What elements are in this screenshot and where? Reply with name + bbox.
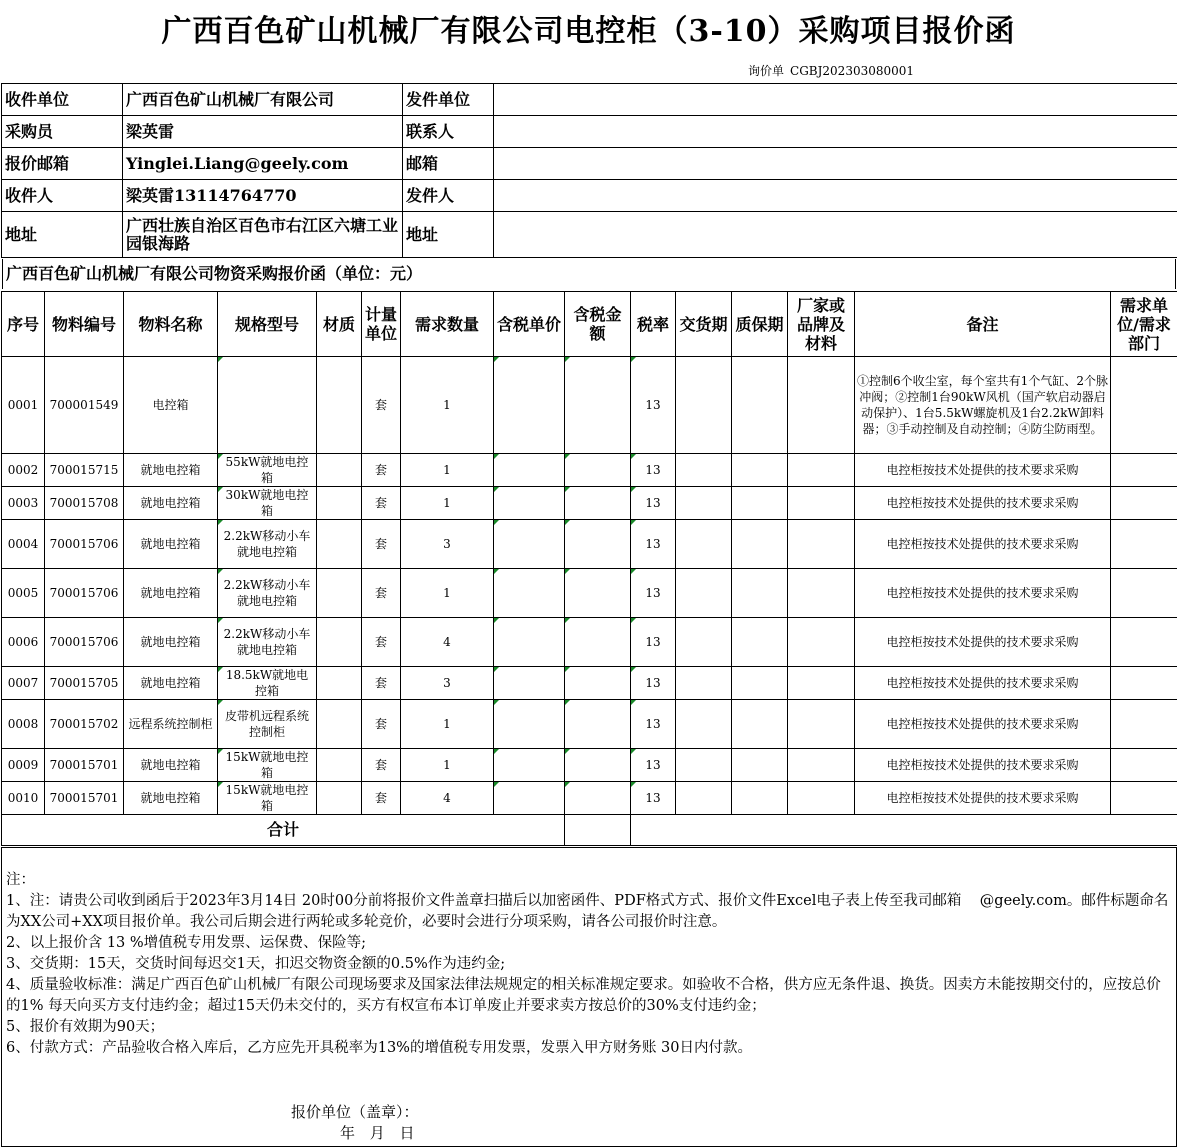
table-row [2,487,1177,520]
info-label: 地址 [2,212,123,258]
amount-cell[interactable] [565,667,631,700]
tax-cell: 13 [631,454,676,487]
qty-cell: 4 [401,618,494,667]
warranty-cell[interactable] [732,357,788,454]
delivery-cell[interactable] [676,520,732,569]
delivery-cell[interactable] [676,782,732,815]
delivery-cell[interactable] [676,667,732,700]
warranty-cell[interactable] [732,454,788,487]
qty-cell: 1 [401,454,494,487]
info-row [2,180,1177,212]
info-label: 联系人 [403,116,494,148]
table-row [2,618,1177,667]
price-cell[interactable] [494,618,565,667]
brand-cell[interactable] [788,782,855,815]
notes-section [1,847,1177,1147]
note-item: 6、付款方式：产品验收合格入库后，乙方应先开具税率为13%的增值税专用发票，发票入甲方财务账 30日内付款。 [6,1040,753,1056]
unit-cell: 套 [362,520,401,569]
table-row [2,520,1177,569]
amount-cell[interactable] [565,618,631,667]
info-value[interactable]: 广西百色矿山机械厂有限公司 [123,84,403,116]
remark-cell: 电控柜按技术处提供的技术要求采购 [855,749,1111,782]
column-header: 物料编号 [45,292,124,357]
name-cell: 远程系统控制柜 [124,700,218,749]
warranty-cell[interactable] [732,667,788,700]
dept-cell[interactable] [1111,749,1177,782]
name-cell: 就地电控箱 [124,487,218,520]
remark-cell: ①控制6个收尘室，每个室共有1个气缸、2个脉冲阀；②控制1台90kW风机（国产软启动器启动保护）、1台5.5kW螺旋机及1台2.2kW卸料器；③手动控制及自动控制；④防尘防雨型。 [855,357,1111,454]
brand-cell[interactable] [788,454,855,487]
price-cell[interactable] [494,454,565,487]
seq-cell: 0003 [2,487,45,520]
warranty-cell[interactable] [732,520,788,569]
remark-cell: 电控柜按技术处提供的技术要求采购 [855,487,1111,520]
tax-cell: 13 [631,618,676,667]
qty-cell: 1 [401,569,494,618]
unit-cell: 套 [362,454,401,487]
tax-cell: 13 [631,700,676,749]
amount-cell[interactable] [565,782,631,815]
tax-cell: 13 [631,749,676,782]
info-label: 发件单位 [403,84,494,116]
material-cell[interactable] [317,520,362,569]
remark-cell: 电控柜按技术处提供的技术要求采购 [855,782,1111,815]
tax-cell: 13 [631,487,676,520]
code-cell: 700015706 [45,569,124,618]
material-cell[interactable] [317,700,362,749]
material-cell[interactable] [317,618,362,667]
dept-cell[interactable] [1111,454,1177,487]
column-header: 厂家或品牌及材料 [788,292,855,357]
spec-cell: 15kW就地电控箱 [218,749,317,782]
spec-cell: 15kW就地电控箱 [218,782,317,815]
column-header: 计量单位 [362,292,401,357]
material-cell[interactable] [317,454,362,487]
amount-cell[interactable] [565,357,631,454]
code-cell: 700015701 [45,782,124,815]
column-header: 税率 [631,292,676,357]
tax-cell: 13 [631,520,676,569]
material-cell[interactable] [317,667,362,700]
seq-cell: 0008 [2,700,45,749]
spec-cell [218,357,317,454]
info-value[interactable] [494,84,1177,116]
note-item: 2、以上报价含 13 %增值税专用发票、运保费、保险等; [6,935,367,951]
dept-cell[interactable] [1111,569,1177,618]
delivery-cell[interactable] [676,569,732,618]
spec-cell: 30kW就地电控箱 [218,487,317,520]
qty-cell: 3 [401,667,494,700]
warranty-cell[interactable] [732,749,788,782]
warranty-cell[interactable] [732,487,788,520]
brand-cell[interactable] [788,700,855,749]
delivery-cell[interactable] [676,700,732,749]
info-table [1,83,1177,258]
material-cell[interactable] [317,749,362,782]
remark-cell: 电控柜按技术处提供的技术要求采购 [855,520,1111,569]
remark-cell: 电控柜按技术处提供的技术要求采购 [855,700,1111,749]
code-cell: 700015701 [45,749,124,782]
table-row [2,782,1177,815]
note-item: 5、报价有效期为90天； [6,1019,165,1035]
note-item: 3、交货期：15天，交货时间每迟交1天，扣迟交物资金额的0.5%作为违约金; [6,956,506,972]
name-cell: 就地电控箱 [124,569,218,618]
note-item: 4、质量验收标准：满足广西百色矿山机械厂有限公司现场要求及国家法律法规规定的相关标准规定要求。如验收不合格，供方应无条件退、换货。因卖方未能按期交付的，应按总价的1% 每天向买方支付违约金；超过15天仍未交付的，买方有权宣布本订单废止并要求卖方按总价的30%支付违约金； [6,977,1161,1014]
info-value[interactable]: 梁英雷 [123,116,403,148]
qty-cell: 1 [401,749,494,782]
dept-cell[interactable] [1111,520,1177,569]
brand-cell[interactable] [788,749,855,782]
amount-cell[interactable] [565,454,631,487]
delivery-cell[interactable] [676,454,732,487]
amount-cell[interactable] [565,487,631,520]
qty-cell: 1 [401,357,494,454]
code-cell: 700015702 [45,700,124,749]
price-cell[interactable] [494,782,565,815]
info-label: 采购员 [2,116,123,148]
brand-cell[interactable] [788,667,855,700]
tax-cell: 13 [631,357,676,454]
price-cell[interactable] [494,357,565,454]
code-cell: 700015706 [45,520,124,569]
spec-cell: 皮带机远程系统控制柜 [218,700,317,749]
table-subtitle: 广西百色矿山机械厂有限公司物资采购报价函（单位：元） [2,259,1176,289]
brand-cell[interactable] [788,618,855,667]
table-row [2,749,1177,782]
qty-cell: 1 [401,487,494,520]
seq-cell: 0009 [2,749,45,782]
header-row [2,292,1177,357]
column-header: 备注 [855,292,1111,357]
column-header: 交货期 [676,292,732,357]
info-value[interactable]: 广西壮族自治区百色市右江区六塘工业园银海路 [123,212,403,258]
seq-cell: 0007 [2,667,45,700]
inquiry-value: CGBJ202303080001 [790,64,915,78]
remark-cell: 电控柜按技术处提供的技术要求采购 [855,667,1111,700]
table-row [2,454,1177,487]
seq-cell: 0001 [2,357,45,454]
brand-cell[interactable] [788,569,855,618]
code-cell: 700015708 [45,487,124,520]
page-title: 广西百色矿山机械厂有限公司电控柜（3-10）采购项目报价函 [161,14,1016,49]
amount-cell[interactable] [565,569,631,618]
price-cell[interactable] [494,520,565,569]
dept-cell[interactable] [1111,357,1177,454]
tax-cell: 13 [631,667,676,700]
qty-cell: 1 [401,700,494,749]
delivery-cell[interactable] [676,618,732,667]
spec-cell: 2.2kW移动小车就地电控箱 [218,569,317,618]
info-value[interactable] [494,180,1177,212]
name-cell: 就地电控箱 [124,454,218,487]
info-row [2,84,1177,116]
tax-cell: 13 [631,569,676,618]
material-cell[interactable] [317,487,362,520]
column-header: 含税金额 [565,292,631,357]
column-header: 含税单价 [494,292,565,357]
total-blank [631,815,1177,846]
table-row [2,569,1177,618]
seq-cell: 0005 [2,569,45,618]
dept-cell[interactable] [1111,618,1177,667]
price-cell[interactable] [494,569,565,618]
tax-cell: 13 [631,782,676,815]
unit-cell: 套 [362,749,401,782]
material-cell[interactable] [317,357,362,454]
info-value[interactable] [494,148,1177,180]
total-amount[interactable] [565,815,631,846]
price-cell[interactable] [494,667,565,700]
amount-cell[interactable] [565,700,631,749]
seq-cell: 0002 [2,454,45,487]
warranty-cell[interactable] [732,700,788,749]
seq-cell: 0006 [2,618,45,667]
inquiry-label: 询价单 [748,64,785,78]
brand-cell[interactable] [788,520,855,569]
table-row [2,667,1177,700]
delivery-cell[interactable] [676,357,732,454]
info-value[interactable] [494,116,1177,148]
qty-cell: 3 [401,520,494,569]
price-cell[interactable] [494,487,565,520]
seq-cell: 0004 [2,520,45,569]
table-row [2,357,1177,454]
brand-cell[interactable] [788,357,855,454]
unit-cell: 套 [362,667,401,700]
dept-cell[interactable] [1111,782,1177,815]
warranty-cell[interactable] [732,782,788,815]
column-header: 规格型号 [218,292,317,357]
amount-cell[interactable] [565,520,631,569]
remark-cell: 电控柜按技术处提供的技术要求采购 [855,569,1111,618]
name-cell: 就地电控箱 [124,749,218,782]
spec-cell: 2.2kW移动小车就地电控箱 [218,618,317,667]
dept-cell[interactable] [1111,667,1177,700]
info-value[interactable] [494,212,1177,258]
info-row [2,116,1177,148]
dept-cell[interactable] [1111,487,1177,520]
info-label: 收件单位 [2,84,123,116]
delivery-cell[interactable] [676,487,732,520]
info-label: 地址 [403,212,494,258]
quote-table [1,291,1177,846]
total-row [2,815,1177,846]
info-value[interactable]: 梁英雷13114764770 [123,180,403,212]
info-value[interactable]: Yinglei.Liang@geely.com [123,148,403,180]
info-label: 发件人 [403,180,494,212]
qty-cell: 4 [401,782,494,815]
column-header: 材质 [317,292,362,357]
unit-cell: 套 [362,569,401,618]
notes-heading: 注： [6,872,35,888]
inquiry-number [748,62,914,79]
price-cell[interactable] [494,700,565,749]
note-item: 1、注：请贵公司收到函后于2023年3月14日 20时00分前将报价文件盖章扫描后以加密函件、PDF格式方式、报价文件Excel电子表上传至我司邮箱 @geely.com。邮件标题命名为XX公司+XX项目报价单。我公司后期会进行两轮或多轮竞价，必要时会进行分项采购，请各公司报价时注意。 [6,893,1169,930]
warranty-cell[interactable] [732,569,788,618]
column-header: 物料名称 [124,292,218,357]
unit-cell: 套 [362,782,401,815]
remark-cell: 电控柜按技术处提供的技术要求采购 [855,618,1111,667]
code-cell: 700001549 [45,357,124,454]
amount-cell[interactable] [565,749,631,782]
code-cell: 700015705 [45,667,124,700]
column-header: 需求单位/需求部门 [1111,292,1177,357]
seq-cell: 0010 [2,782,45,815]
date-line: 年 月 日 [340,1124,415,1142]
material-cell[interactable] [317,569,362,618]
name-cell: 就地电控箱 [124,667,218,700]
code-cell: 700015706 [45,618,124,667]
spec-cell: 18.5kW就地电控箱 [218,667,317,700]
name-cell: 电控箱 [124,357,218,454]
material-cell[interactable] [317,782,362,815]
column-header: 需求数量 [401,292,494,357]
price-cell[interactable] [494,749,565,782]
spec-cell: 55kW就地电控箱 [218,454,317,487]
signature-line: 报价单位（盖章）： [291,1103,419,1121]
info-row [2,148,1177,180]
unit-cell: 套 [362,487,401,520]
remark-cell: 电控柜按技术处提供的技术要求采购 [855,454,1111,487]
info-label: 邮箱 [403,148,494,180]
name-cell: 就地电控箱 [124,520,218,569]
unit-cell: 套 [362,700,401,749]
code-cell: 700015715 [45,454,124,487]
column-header: 序号 [2,292,45,357]
delivery-cell[interactable] [676,749,732,782]
unit-cell: 套 [362,618,401,667]
unit-cell: 套 [362,357,401,454]
dept-cell[interactable] [1111,700,1177,749]
table-row [2,700,1177,749]
warranty-cell[interactable] [732,618,788,667]
total-label: 合计 [2,815,565,846]
info-row [2,212,1177,258]
info-label: 收件人 [2,180,123,212]
spec-cell: 2.2kW移动小车就地电控箱 [218,520,317,569]
column-header: 质保期 [732,292,788,357]
name-cell: 就地电控箱 [124,618,218,667]
name-cell: 就地电控箱 [124,782,218,815]
info-label: 报价邮箱 [2,148,123,180]
brand-cell[interactable] [788,487,855,520]
